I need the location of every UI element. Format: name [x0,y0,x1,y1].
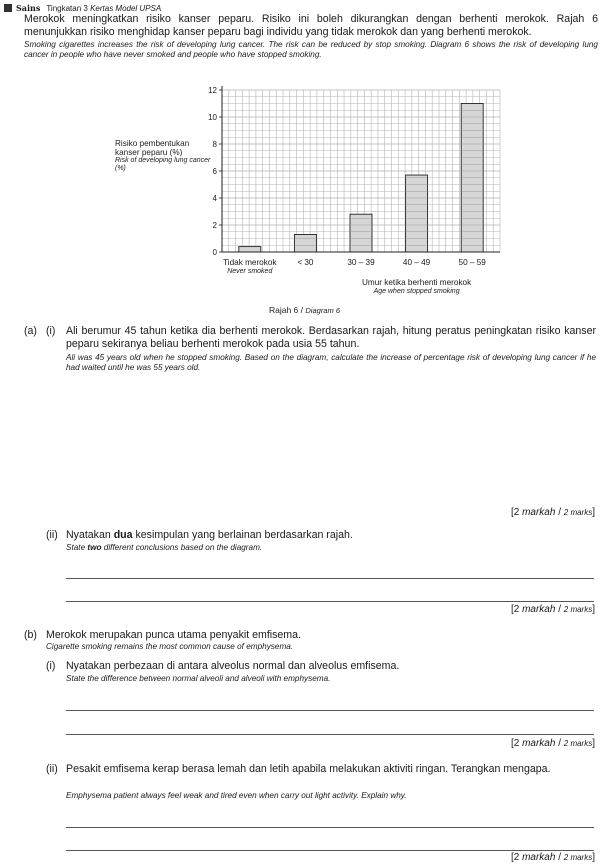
y-tick-label: 4 [212,194,217,203]
x-axis-label-ms: Umur ketika berhenti merokok [361,278,472,287]
question-b-label: (b) [24,629,37,641]
marks-b-ii: [2 markah / 2 marks] [510,852,595,863]
marks-a-i: [2 markah / 2 marks] [510,507,595,518]
subject-name: Sains [16,3,41,13]
chart-ylabel-en: Risk of developing lung cancer (%) [115,157,211,172]
question-b-text-en: Cigarette smoking remains the most common cause of emphysema. [46,642,294,651]
question-a-ii-text-en: State two different conclusions based on the diagram. [66,543,263,552]
x-axis-label-en: Age when stopped smoking [373,288,460,295]
x-tick-label: 40 – 49 [402,258,431,267]
question-b-i-text-ms: Nyatakan perbezaan di antara alveolus normal dan alveolus emfisema. [66,660,400,672]
page-header [4,3,161,13]
chart-labels [208,86,486,295]
y-tick-label: 6 [212,167,217,176]
diagram-caption [0,305,609,315]
answer-line[interactable] [66,850,594,851]
question-b-ii-text-ms: Pesakit emfisema kerap berasa lemah dan letih apabila melakukan aktiviti ringan. Terangkan mengapa. [66,763,551,775]
y-tick-label: 0 [212,248,217,257]
y-tick-label: 2 [212,221,217,230]
question-a-label: (a) [24,325,37,337]
answer-line[interactable] [66,827,594,828]
chart-bar [239,247,261,252]
question-a-i-text-en: Ali was 45 years old when he stopped smoking. Based on the diagram, calculate the increase of percentage risk of developing lung cancer if he had waited until he was 55 years old. [66,353,596,372]
x-tick-label: 30 – 39 [347,258,375,267]
marks-b-i: [2 markah / 2 marks] [510,738,595,749]
intro-text-en: Smoking cigarettes increases the risk of developing lung cancer. The risk can be reduced by stop smoking. Diagram 6 shows the risk of developing lung cancer in people who have never smoked and people who have stopped smoking. [24,40,598,59]
risk-bar-chart [0,80,609,302]
y-tick-label: 8 [212,140,217,149]
x-tick-sublabel: Never smoked [227,268,273,275]
question-a-i-label: (i) [46,325,56,337]
question-a-ii-text-ms: Nyatakan dua kesimpulan yang berlainan berdasarkan rajah. [66,529,353,541]
x-tick-label: Tidak merokok [223,258,277,267]
question-b-text-ms: Merokok merupakan punca utama penyakit emfisema. [46,629,301,641]
intro-text-ms: Merokok meningkatkan risiko kanser peparu. Risiko ini boleh dikurangkan dengan berhenti merokok. Rajah 6 menunjukkan risiko menghidap kanser peparu bagi individu yang tidak merokok dan yang berhenti merokok. [24,13,598,38]
chart-bar [406,175,428,252]
question-a-ii-label: (ii) [46,529,58,541]
answer-line[interactable] [66,578,594,579]
answer-line[interactable] [66,710,594,711]
answer-line[interactable] [66,601,594,602]
question-b-i-text-en: State the difference between normal alveoli and alveoli with emphysema. [66,674,331,683]
question-b-ii-text-en: Emphysema patient always feel weak and tired even when carry out light activity. Explain why. [66,791,407,800]
form-level: Tingkatan 3 [46,4,88,13]
chart-ylabel-ms: Risiko pembentukan kanser peparu (%) [115,139,190,157]
x-tick-label: < 30 [297,258,314,267]
paper-name: Kertas Model UPSA [90,4,162,13]
question-b-i-label: (i) [46,660,56,672]
chart-bar [350,214,372,252]
marks-a-ii: [2 markah / 2 marks] [510,604,595,615]
question-b-ii-label: (ii) [46,763,58,775]
caption-en: Diagram 6 [305,306,340,315]
question-a-i-text-ms: Ali berumur 45 tahun ketika dia berhenti merokok. Berdasarkan rajah, hitung peratus peningkatan risiko kanser peparu sekiranya beliau berhenti merokok pada usia 55 tahun. [66,325,596,350]
y-tick-label: 10 [208,113,217,122]
answer-line[interactable] [66,734,594,735]
caption-ms: Rajah 6 / [268,305,304,315]
chart-bar [294,234,316,252]
x-tick-label: 50 – 59 [458,258,486,267]
logo-icon [4,4,12,12]
y-tick-label: 12 [208,86,217,95]
